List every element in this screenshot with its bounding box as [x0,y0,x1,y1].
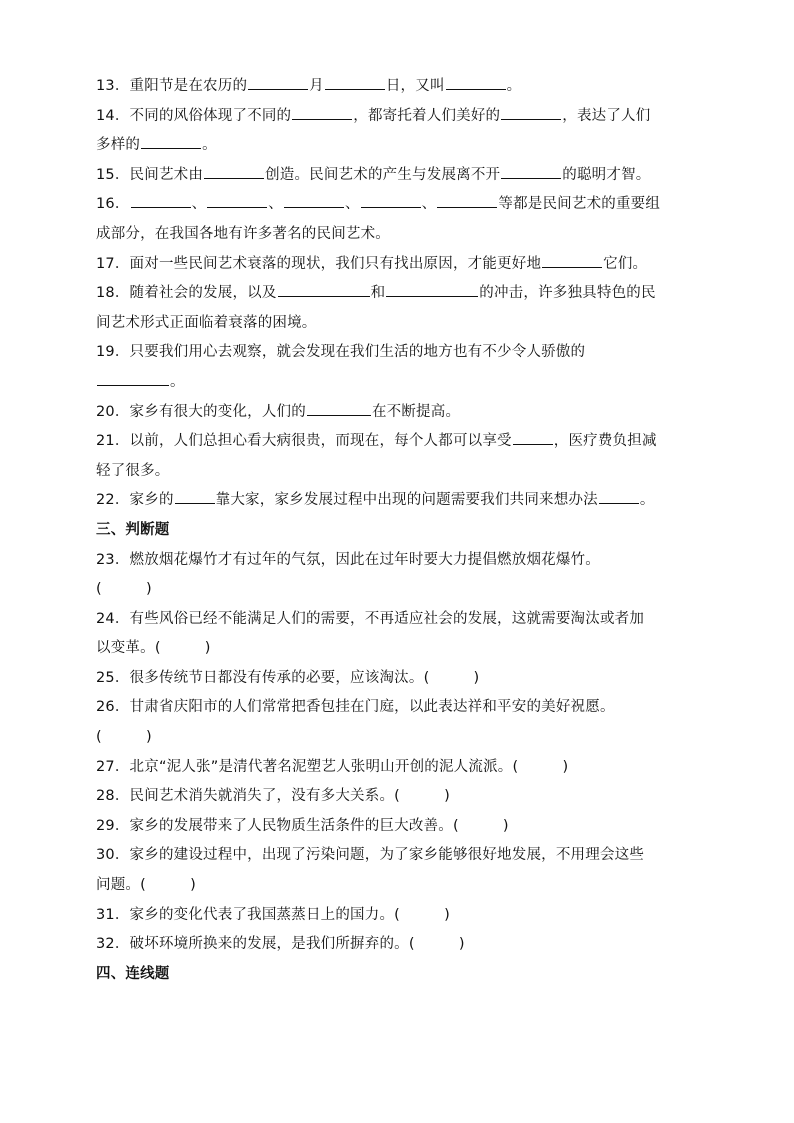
answer-parentheses[interactable]: ( ) [140,877,196,894]
question-text: 日，又叫 [385,78,445,94]
answer-parentheses[interactable]: ( ) [96,729,152,746]
answer-blank[interactable] [292,105,352,120]
question-text: 17．面对一些民间艺术衰落的现状，我们只有找出原因，才能更好地 [96,255,542,272]
answer-parentheses[interactable]: ( ) [408,936,465,953]
answer-blank[interactable] [131,193,191,208]
question-13 [96,72,696,102]
question-text: 。 [506,78,522,94]
question-text: ，都寄托着人们美好的 [353,107,501,124]
question-text: 15．民间艺术由 [96,166,204,183]
question-24-cont [96,634,696,664]
answer-blank[interactable] [386,282,478,297]
question-22 [96,486,696,516]
answer-blank[interactable] [361,193,421,208]
question-30-cont [96,871,696,901]
question-text: 成部分，在我国各地有许多著名的民间艺术。 [96,225,390,242]
separator: 、 [421,196,437,213]
question-14-cont [96,131,696,161]
answer-blank[interactable] [248,75,308,90]
question-text: 的冲击，许多独具特色的民 [479,285,656,302]
question-14 [96,102,696,132]
question-text: 27．北京“泥人张”是清代著名泥塑艺人张明山开创的泥人流派。 [96,758,513,775]
section-heading-true-false: 三、判断题 [96,521,170,538]
question-text: 在不断提高。 [371,403,461,420]
question-text: 13．重阳节是在农历的 [96,78,248,94]
answer-blank[interactable] [141,134,201,149]
question-text: 32．破坏环境所换来的发展，是我们所摒弃的。 [96,936,409,953]
question-text: 31．家乡的变化代表了我国蒸蒸日上的国力。 [96,906,395,923]
answer-blank[interactable] [437,193,497,208]
question-text: 以变革。 [96,640,155,657]
question-text: 。 [639,492,655,509]
question-24 [96,605,696,635]
question-text: 间艺术形式正面临着衰落的困境。 [96,314,317,331]
question-26-cont [96,723,696,753]
answer-parentheses[interactable]: ( ) [394,788,450,805]
question-18 [96,279,696,309]
question-text: 。 [202,137,217,154]
separator: 、 [191,196,207,213]
question-31 [96,901,696,931]
answer-blank[interactable] [513,430,553,445]
answer-blank[interactable] [207,193,267,208]
question-16-cont [96,220,696,250]
answer-blank[interactable] [284,193,344,208]
question-28 [96,782,696,812]
separator: 、 [268,196,283,213]
question-text: 靠大家，家乡发展过程中出现的问题需要我们共同来想办法 [215,492,598,509]
answer-blank[interactable] [542,253,602,268]
question-text: 30．家乡的建设过程中，出现了污染问题，为了家乡能够很好地发展，不用理会这些 [96,847,645,864]
answer-blank[interactable] [97,371,169,386]
question-text: 它们。 [603,255,648,272]
answer-parentheses[interactable]: ( ) [452,817,509,834]
question-text: 等都是民间艺术的重要组 [498,196,661,213]
question-20 [96,398,696,428]
question-text: 23．燃放烟花爆竹才有过年的气氛，因此在过年时要大力提倡燃放烟花爆竹。 [96,551,600,568]
question-32 [96,930,696,960]
answer-blank[interactable] [501,164,561,179]
question-30 [96,841,696,871]
question-text: 20．家乡有很大的变化，人们的 [96,403,306,420]
question-23-cont [96,575,696,605]
question-19 [96,338,696,368]
answer-parentheses[interactable]: ( ) [394,906,450,923]
question-text: 。 [170,373,185,390]
question-text: 多样的 [96,137,141,154]
answer-blank[interactable] [446,75,506,90]
answer-blank[interactable] [278,282,370,297]
question-21-cont [96,457,696,487]
question-list [96,72,696,989]
question-text: 24．有些风俗已经不能满足人们的需要，不再适应社会的发展，这就需要淘汰或者加 [96,610,645,627]
answer-parentheses[interactable]: ( ) [154,640,211,657]
answer-parentheses[interactable]: ( ) [96,581,152,598]
question-text: 16． [96,196,130,213]
answer-parentheses[interactable]: ( ) [512,758,569,775]
question-text: 28．民间艺术消失就消失了，没有多大关系。 [96,788,395,805]
question-text: 26．甘肃省庆阳市的人们常常把香包挂在门庭，以此表达祥和平安的美好祝愿。 [96,699,615,716]
question-text: 22．家乡的 [96,492,174,509]
question-text: 25．很多传统节日都没有传承的必要，应该淘汰。 [96,669,424,686]
question-text: 14．不同的风俗体现了不同的 [96,107,292,124]
question-21 [96,427,696,457]
answer-blank[interactable] [307,401,371,416]
question-text: 21．以前，人们总担心看大病很贵，而现在，每个人都可以享受 [96,433,512,450]
separator: 、 [344,196,360,213]
question-17 [96,250,696,280]
question-text: 轻了很多。 [96,462,170,479]
question-29 [96,812,696,842]
question-text: 18．随着社会的发展，以及 [96,285,277,302]
answer-blank[interactable] [325,75,385,90]
question-23 [96,546,696,576]
question-25 [96,664,696,694]
answer-blank[interactable] [204,164,264,179]
question-text: 创造。民间艺术的产生与发展离不开 [265,166,501,183]
question-text: 29．家乡的发展带来了人民物质生活条件的巨大改善。 [96,817,453,834]
question-18-cont [96,309,696,339]
question-text: 19．只要我们用心去观察，就会发现在我们生活的地方也有不少令人骄傲的 [96,344,586,361]
answer-blank[interactable] [501,105,561,120]
question-text: ，表达了人们 [562,107,651,124]
question-16 [96,190,696,220]
question-text: 问题。 [96,877,141,894]
question-text: 月 [309,78,324,94]
answer-blank[interactable] [175,489,215,504]
answer-parentheses[interactable]: ( ) [423,669,480,686]
question-text: 和 [370,285,386,302]
answer-blank[interactable] [599,489,639,504]
question-text: 的聪明才智。 [562,166,651,183]
section-heading-matching: 四、连线题 [96,965,170,982]
question-text: ，医疗费负担减 [553,433,657,450]
question-26 [96,693,696,723]
question-27 [96,753,696,783]
question-15 [96,161,696,191]
question-19-cont [96,368,696,398]
